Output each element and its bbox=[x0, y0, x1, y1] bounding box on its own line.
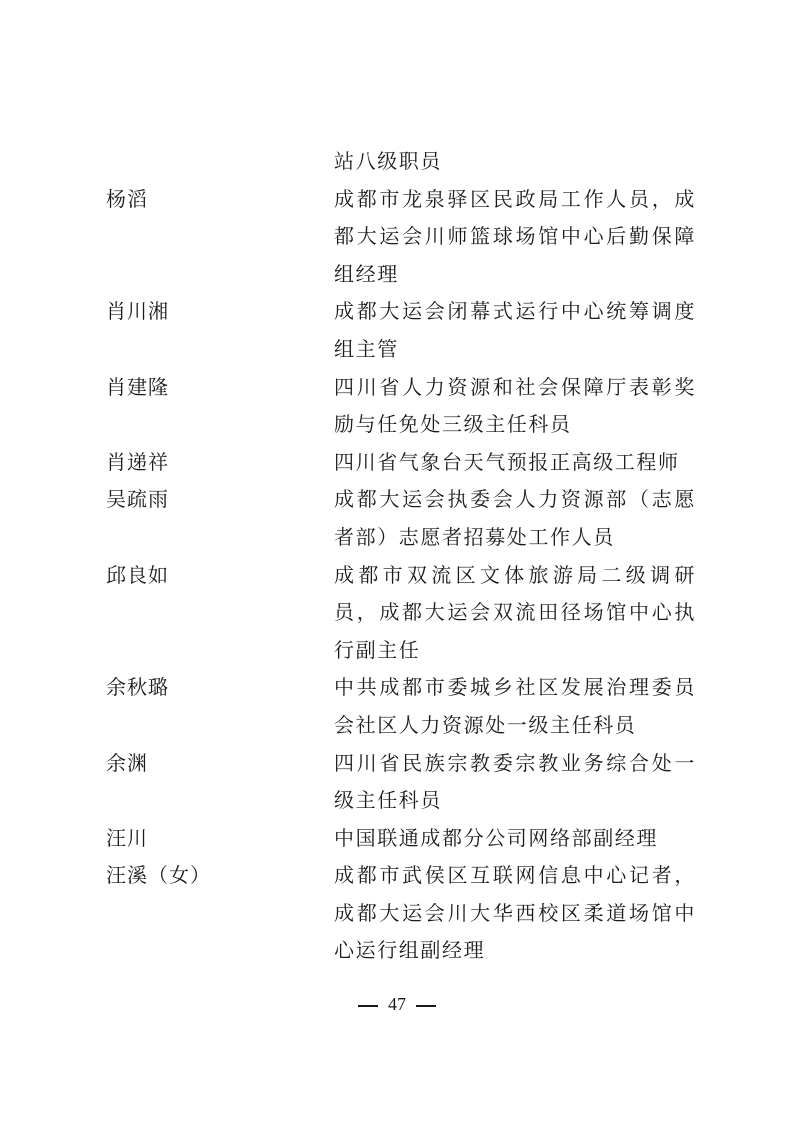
person-position: 成都市龙泉驿区民政局工作人员，成都大运会川师篮球场馆中心后勤保障组经理 bbox=[334, 186, 696, 286]
person-name: 汪溪（女） bbox=[106, 863, 211, 888]
person-position: 中共成都市委城乡社区发展治理委员会社区人力资源处一级主任科员 bbox=[334, 675, 696, 737]
list-item bbox=[106, 481, 706, 556]
honoree-list bbox=[106, 143, 706, 970]
person-position: 成都大运会执委会人力资源部（志愿者部）志愿者招募处工作人员 bbox=[334, 487, 696, 549]
person-name: 汪川 bbox=[106, 825, 148, 850]
person-position: 四川省民族宗教委宗教业务综合处一级主任科员 bbox=[334, 750, 696, 813]
person-name: 肖递祥 bbox=[106, 449, 169, 474]
list-item bbox=[106, 745, 706, 820]
list-item bbox=[106, 669, 706, 744]
list-item bbox=[106, 181, 706, 294]
person-position: 四川省人力资源和社会保障厅表彰奖励与任免处三级主任科员 bbox=[334, 374, 696, 437]
person-name: 吴疏雨 bbox=[106, 487, 169, 512]
person-name: 肖川湘 bbox=[106, 299, 169, 324]
person-position: 成都市武侯区互联网信息中心记者，成都大运会川大华西校区柔道场馆中心运行组副经理 bbox=[334, 863, 696, 963]
list-item bbox=[106, 369, 706, 444]
list-item bbox=[106, 293, 706, 368]
continuation-text: 站八级职员 bbox=[334, 149, 442, 173]
dash-left bbox=[358, 1005, 378, 1007]
page-footer bbox=[0, 992, 794, 1016]
person-position: 成都大运会闭幕式运行中心统筹调度组主管 bbox=[334, 299, 696, 361]
person-position: 成都市双流区文体旅游局二级调研员，成都大运会双流田径场馆中心执行副主任 bbox=[334, 562, 696, 662]
dash-right bbox=[416, 1005, 436, 1007]
list-item bbox=[106, 557, 706, 670]
person-name: 杨滔 bbox=[106, 186, 148, 211]
continuation-row bbox=[106, 143, 706, 181]
list-item bbox=[106, 820, 706, 858]
person-name: 余渊 bbox=[106, 750, 148, 775]
page-number: 47 bbox=[388, 994, 406, 1014]
person-name: 邱良如 bbox=[106, 562, 169, 587]
person-name: 肖建隆 bbox=[106, 374, 169, 399]
list-item bbox=[106, 857, 706, 970]
list-item bbox=[106, 444, 706, 482]
person-position: 四川省气象台天气预报正高级工程师 bbox=[334, 449, 680, 474]
person-name: 余秋璐 bbox=[106, 675, 169, 700]
person-position: 中国联通成都分公司网络部副经理 bbox=[334, 825, 658, 850]
